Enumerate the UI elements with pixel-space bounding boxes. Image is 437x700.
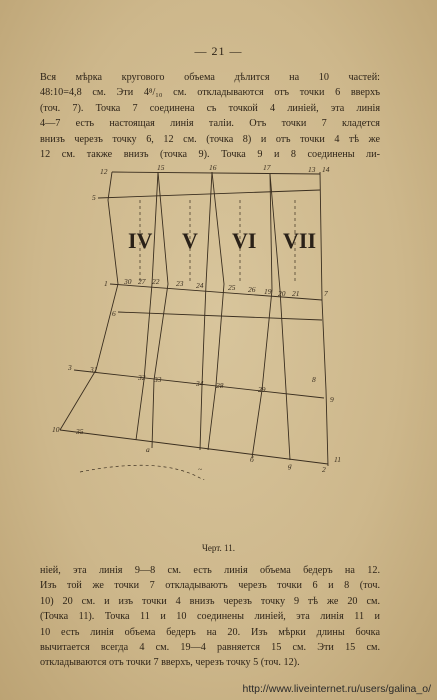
point-label: 33 xyxy=(154,375,162,384)
panel-seam xyxy=(252,174,272,458)
text-line: откладываются отъ точки 7 вверхъ, черезъ точку 5 (точ. 12). xyxy=(40,657,300,669)
hip-line-20 xyxy=(60,430,328,464)
point-label: 8 xyxy=(312,375,316,384)
text-line: 12 см. также внизъ (точка 9). Точка 9 и 8 соединены ли- xyxy=(40,149,380,161)
panel-numeral: V xyxy=(182,228,198,253)
point-label: 32 xyxy=(138,373,146,382)
point-label: 7 xyxy=(324,289,328,298)
page-number: — 21 — xyxy=(194,44,243,58)
source-watermark: http://www.liveinternet.ru/users/galina_o/ xyxy=(242,683,431,695)
panel-seam xyxy=(200,172,212,450)
point-label: 17 xyxy=(263,163,271,172)
point-label: 6 xyxy=(112,309,116,318)
panel-seam xyxy=(270,174,290,460)
point-label: 29 xyxy=(258,385,266,394)
text-line: Изъ той же точки 7 откладываютъ черезъ точки 6 и 8 (точ. xyxy=(40,580,380,592)
point-label: a xyxy=(146,445,150,454)
point-label: 16 xyxy=(209,163,217,172)
point-label: g xyxy=(288,461,292,470)
point-label: 27 xyxy=(138,277,146,286)
panel-seam xyxy=(152,172,168,448)
text-line: внизъ черезъ точку 6, 12 см. (точка 8) и отъ точки 4 тѣ же xyxy=(40,133,380,145)
text-line: Вся мѣрка кругового объема дѣлится на 10 частей: xyxy=(40,72,380,83)
tilde-mark: ~ xyxy=(198,465,203,474)
panel-seam xyxy=(208,172,224,450)
top-paragraph xyxy=(40,70,380,162)
point-label: 12 xyxy=(100,167,108,176)
point-label: 23 xyxy=(176,279,184,288)
point-label: 3 xyxy=(68,363,72,372)
point-label: 19 xyxy=(264,287,272,296)
point-label: 26 xyxy=(248,285,256,294)
point-label: 15 xyxy=(157,163,165,172)
point-label: б xyxy=(250,455,254,464)
hem-curve xyxy=(80,465,340,480)
point-label: 13 xyxy=(308,165,316,174)
point-label: 28 xyxy=(216,381,224,390)
point-label: 9 xyxy=(330,395,334,404)
line-1 xyxy=(110,284,322,300)
text-line: 10) 20 см. и изъ точки 4 внизъ черезъ точку 9 тѣ же 20 см. xyxy=(40,595,380,607)
pattern-drawing xyxy=(40,160,360,480)
point-label: 11 xyxy=(334,455,341,464)
point-label: 30 xyxy=(124,277,132,286)
text-line: вычитается всегда 4 см. 19—4 равняется 15 см. Эти 15 см. xyxy=(40,642,380,654)
figure-caption: Черт. 11. xyxy=(202,543,235,553)
point-label: 21 xyxy=(292,289,300,298)
panel-numeral: VII xyxy=(283,228,317,253)
point-label: 5 xyxy=(92,193,96,202)
right-edge xyxy=(320,172,328,466)
panel-seam xyxy=(136,172,158,440)
text-line: (Точка 11). Точка 11 и 10 соединены линiей, эта линiя 11 и xyxy=(40,611,380,623)
point-label: 24 xyxy=(196,281,204,290)
panel-numeral: IV xyxy=(128,228,153,253)
waist-line xyxy=(98,190,320,198)
point-label: 35 xyxy=(76,427,84,436)
point-label: 34 xyxy=(196,379,204,388)
point-label: 22 xyxy=(152,277,160,286)
point-label: 14 xyxy=(322,165,330,174)
left-edge xyxy=(60,172,118,430)
point-label: 25 xyxy=(228,283,236,292)
point-label: 20 xyxy=(278,289,286,298)
text-line: (точ. 7). Точка 7 соединена съ точкой 4 линiей, эта линiя xyxy=(40,102,380,114)
line-6 xyxy=(118,312,322,320)
text-line: 48:10=4,8 см. Эти 4⁸/₁₀ см. откладываются отъ точки 6 вверхъ xyxy=(40,87,380,99)
point-label: 31 xyxy=(90,365,98,374)
panel-numeral: VI xyxy=(232,228,257,253)
text-line: 4—7 есть настоящая линiя талiи. Отъ точки 7 кладется xyxy=(40,118,380,130)
point-label: 2 xyxy=(322,465,326,474)
bottom-paragraph xyxy=(40,563,380,671)
top-line xyxy=(112,172,320,174)
point-label: 10 xyxy=(52,425,60,434)
point-label: 1 xyxy=(104,279,108,288)
text-line: 10 есть линiя объема бедеръ на 20. Изъ мѣрки длины бочка xyxy=(40,626,380,638)
text-line: нiей, эта линiя 9—8 см. есть линiя объема бедеръ на 12. xyxy=(40,565,380,576)
